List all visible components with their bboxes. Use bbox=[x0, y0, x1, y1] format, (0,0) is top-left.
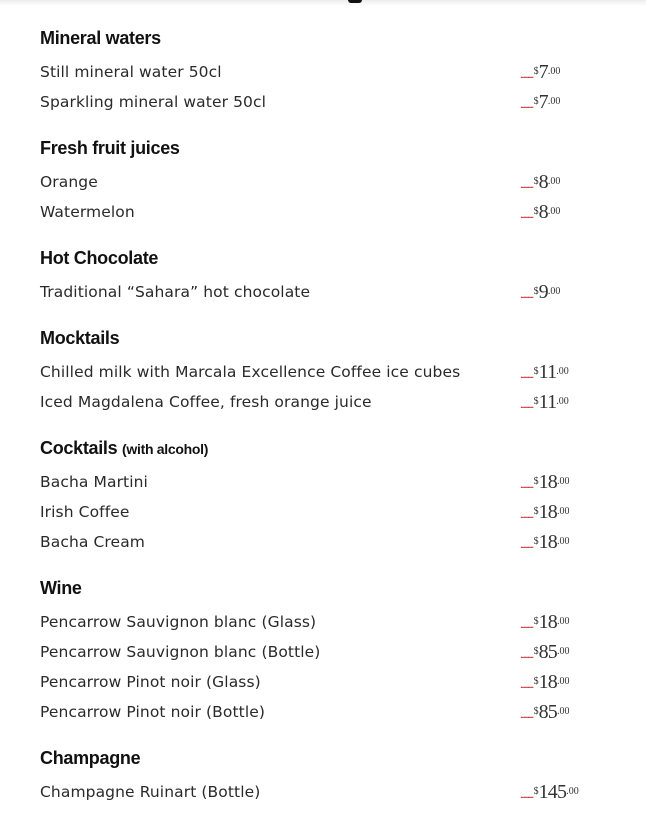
item-name: Irish Coffee bbox=[40, 503, 130, 521]
dot-leader: ......... bbox=[520, 177, 533, 191]
dot-leader: ......... bbox=[520, 97, 533, 111]
dot-leader: ......... bbox=[520, 647, 533, 661]
section-heading-text: Cocktails bbox=[40, 438, 123, 458]
section-heading-text: Mocktails bbox=[40, 328, 120, 348]
price-amount: 18 bbox=[538, 501, 558, 523]
currency-symbol: $ bbox=[533, 176, 539, 187]
dot-leader: ......... bbox=[520, 207, 533, 221]
currency-symbol: $ bbox=[533, 646, 539, 657]
currency-symbol: $ bbox=[533, 676, 539, 687]
price-amount: 8 bbox=[538, 201, 548, 223]
section-heading bbox=[40, 27, 610, 51]
price-cents: .00 bbox=[547, 206, 561, 217]
section-heading bbox=[40, 747, 610, 771]
item-name: Bacha Cream bbox=[40, 533, 145, 551]
menu-section bbox=[40, 437, 610, 557]
currency-symbol: $ bbox=[533, 286, 539, 297]
section-items bbox=[40, 777, 610, 807]
section-heading bbox=[40, 247, 610, 271]
item-price bbox=[520, 277, 560, 307]
price-amount: 18 bbox=[538, 611, 558, 633]
section-items bbox=[40, 57, 610, 117]
item-price bbox=[520, 197, 560, 227]
item-name: Bacha Martini bbox=[40, 473, 148, 491]
dot-leader: ......... bbox=[520, 67, 533, 81]
item-price bbox=[520, 167, 560, 197]
drinks-menu bbox=[40, 27, 610, 827]
dot-leader: ......... bbox=[520, 507, 533, 521]
price-amount: 18 bbox=[538, 671, 558, 693]
menu-section bbox=[40, 247, 610, 307]
menu-item bbox=[40, 667, 610, 697]
item-price bbox=[520, 667, 570, 697]
item-price bbox=[520, 87, 560, 117]
currency-symbol: $ bbox=[533, 506, 539, 517]
item-name: Chilled milk with Marcala Excellence Coffee ice cubes bbox=[40, 363, 461, 381]
price-cents: .00 bbox=[556, 396, 569, 407]
price-cents: .00 bbox=[547, 96, 561, 107]
item-name: Traditional “Sahara” hot chocolate bbox=[40, 283, 311, 301]
price-cents: .00 bbox=[557, 676, 570, 687]
section-items bbox=[40, 467, 610, 557]
section-heading-subtext: (with alcohol) bbox=[122, 441, 209, 457]
price-cents: .00 bbox=[566, 786, 579, 797]
menu-item bbox=[40, 697, 610, 727]
item-price bbox=[520, 497, 570, 527]
top-scroll-shadow bbox=[0, 0, 646, 6]
dot-leader: ......... bbox=[520, 677, 533, 691]
menu-item bbox=[40, 467, 610, 497]
dot-leader: ......... bbox=[520, 477, 533, 491]
price-amount: 9 bbox=[538, 281, 548, 303]
item-name: Pencarrow Sauvignon blanc (Bottle) bbox=[40, 643, 321, 661]
menu-item bbox=[40, 777, 610, 807]
menu-item bbox=[40, 527, 610, 557]
price-cents: .00 bbox=[557, 646, 570, 657]
menu-item bbox=[40, 277, 610, 307]
price-cents: .00 bbox=[547, 176, 561, 187]
menu-item bbox=[40, 607, 610, 637]
item-name: Iced Magdalena Coffee, fresh orange juice bbox=[40, 393, 372, 411]
dot-leader: ......... bbox=[520, 287, 533, 301]
currency-symbol: $ bbox=[533, 476, 539, 487]
menu-item bbox=[40, 197, 610, 227]
currency-symbol: $ bbox=[533, 396, 539, 407]
dot-leader: ......... bbox=[520, 397, 533, 411]
menu-item bbox=[40, 87, 610, 117]
section-heading bbox=[40, 327, 610, 351]
item-name: Pencarrow Sauvignon blanc (Glass) bbox=[40, 613, 317, 631]
price-amount: 18 bbox=[538, 471, 558, 493]
section-items bbox=[40, 277, 610, 307]
currency-symbol: $ bbox=[533, 616, 539, 627]
price-cents: .00 bbox=[556, 366, 569, 377]
dot-leader: ......... bbox=[520, 617, 533, 631]
section-heading bbox=[40, 577, 610, 601]
section-heading-text: Mineral waters bbox=[40, 28, 161, 48]
price-cents: .00 bbox=[557, 536, 570, 547]
dot-leader: ......... bbox=[520, 537, 533, 551]
currency-symbol: $ bbox=[533, 206, 539, 217]
price-cents: .00 bbox=[557, 506, 570, 517]
currency-symbol: $ bbox=[533, 366, 539, 377]
price-amount: 7 bbox=[538, 61, 548, 83]
item-price bbox=[520, 467, 570, 497]
item-price bbox=[520, 607, 570, 637]
price-cents: .00 bbox=[547, 286, 561, 297]
currency-symbol: $ bbox=[533, 536, 539, 547]
item-price bbox=[520, 527, 570, 557]
item-name: Champagne Ruinart (Bottle) bbox=[40, 783, 261, 801]
price-cents: .00 bbox=[557, 476, 570, 487]
item-name: Pencarrow Pinot noir (Glass) bbox=[40, 673, 261, 691]
price-amount: 18 bbox=[538, 531, 558, 553]
price-amount: 145 bbox=[538, 781, 567, 803]
item-price bbox=[520, 387, 569, 417]
item-price bbox=[520, 637, 570, 667]
section-heading bbox=[40, 137, 610, 161]
menu-item bbox=[40, 167, 610, 197]
menu-section bbox=[40, 327, 610, 417]
dot-leader: ......... bbox=[520, 707, 533, 721]
price-cents: .00 bbox=[557, 616, 570, 627]
menu-section bbox=[40, 27, 610, 117]
currency-symbol: $ bbox=[533, 66, 539, 77]
item-name: Watermelon bbox=[40, 203, 135, 221]
menu-section bbox=[40, 577, 610, 727]
item-price bbox=[520, 357, 569, 387]
section-heading-text: Hot Chocolate bbox=[40, 248, 159, 268]
menu-item bbox=[40, 387, 610, 417]
currency-symbol: $ bbox=[533, 786, 539, 797]
item-price bbox=[520, 697, 570, 727]
section-heading-text: Fresh fruit juices bbox=[40, 138, 180, 158]
menu-item bbox=[40, 357, 610, 387]
section-heading bbox=[40, 437, 610, 461]
menu-item bbox=[40, 497, 610, 527]
menu-section bbox=[40, 137, 610, 227]
menu-item bbox=[40, 637, 610, 667]
price-amount: 11 bbox=[538, 391, 557, 413]
menu-section bbox=[40, 747, 610, 807]
price-amount: 11 bbox=[538, 361, 557, 383]
section-items bbox=[40, 167, 610, 227]
price-cents: .00 bbox=[557, 706, 570, 717]
item-name: Orange bbox=[40, 173, 98, 191]
section-items bbox=[40, 607, 610, 727]
item-price bbox=[520, 777, 579, 807]
dot-leader: ......... bbox=[520, 787, 533, 801]
price-amount: 85 bbox=[538, 641, 558, 663]
price-cents: .00 bbox=[547, 66, 561, 77]
menu-item bbox=[40, 57, 610, 87]
currency-symbol: $ bbox=[533, 706, 539, 717]
section-items bbox=[40, 357, 610, 417]
item-price bbox=[520, 57, 560, 87]
dot-leader: ......... bbox=[520, 367, 533, 381]
currency-symbol: $ bbox=[533, 96, 539, 107]
item-name: Still mineral water 50cl bbox=[40, 63, 222, 81]
section-heading-text: Champagne bbox=[40, 748, 141, 768]
item-name: Sparkling mineral water 50cl bbox=[40, 93, 267, 111]
price-amount: 85 bbox=[538, 701, 558, 723]
price-amount: 8 bbox=[538, 171, 548, 193]
cut-off-title-glyph bbox=[348, 0, 362, 3]
item-name: Pencarrow Pinot noir (Bottle) bbox=[40, 703, 266, 721]
section-heading-text: Wine bbox=[40, 578, 82, 598]
price-amount: 7 bbox=[538, 91, 548, 113]
